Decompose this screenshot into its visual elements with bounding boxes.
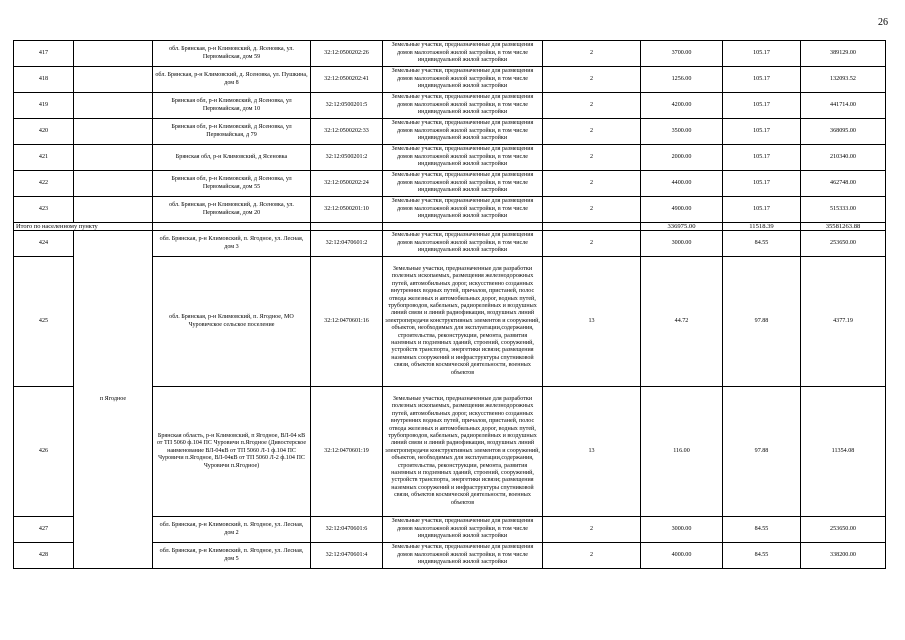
location-cell	[74, 145, 153, 171]
cadastral-number: 32:12:0500201:5	[311, 93, 383, 119]
address-cell: Брянская область, р-н Климовский, п Ягодное, ВЛ-04 кВ от ТП 5060 ф.104 ПС Чуровичи п.Ягодное (Дивостерское наименование ВЛ-04кВ от ТП 5060 Л-1 ф.104 ПС Чуровичи п.Ягодное, ВЛ-04кВ от ТП 5060 Л-2 ф.104 ПС Чуровичи п.Ягодное)	[153, 387, 311, 517]
area-cell: 3700.00	[641, 41, 723, 67]
total-cad-cell	[311, 223, 383, 231]
value-cell: 132093.52	[801, 67, 886, 93]
rate-cell: 97.88	[723, 257, 801, 387]
area-cell: 4900.00	[641, 197, 723, 223]
address-cell: обл. Брянская, р-н Климовский, п. Ягодное, ул. Лесная, дом 3	[153, 231, 311, 257]
cadastral-number: 32:12:0500202:26	[311, 41, 383, 67]
land-use-cell: Земельные участки, предназначенные для разработки полезных ископаемых, размещения железнодорожных путей, автомобильных дорог, искусственно созданных внутренних водных путей, причалов, пристаней, полос отвода железных и автомобильных дорог, водных путей, трубопроводов, кабельных, радиорелейных и воздушных линий связи и линий радиофикации, воздушных линий электропередачи конструктивных элементов и сооружений, объектов, необходимых для эксплуатации,содержания, строительства, реконструкции, ремонта, развития наземных и подземных зданий, строений, сооружений, устройств транспорта, энергетики исвязи; размещения наземных сооружений и инфраструктуры спутниковой связи, объектов космической деятельности, военных объектов	[383, 257, 543, 387]
category-code: 2	[543, 41, 641, 67]
total-rate: 11518.39	[723, 223, 801, 231]
cadastral-number: 32:12:0500202:24	[311, 171, 383, 197]
land-use-cell: Земельные участки, предназначенные для размещения домов малоэтажной жилой застройки, в том числе индивидуальной жилой застройки	[383, 93, 543, 119]
rate-cell: 105.17	[723, 119, 801, 145]
category-code: 2	[543, 197, 641, 223]
address-cell: обл. Брянская, р-н Климовский, п. Ягодное, ул. Лесная, дом 5	[153, 543, 311, 569]
value-cell: 462748.00	[801, 171, 886, 197]
land-use-cell: Земельные участки, предназначенные для размещения домов малоэтажной жилой застройки, в том числе индивидуальной жилой застройки	[383, 171, 543, 197]
value-cell: 515333.00	[801, 197, 886, 223]
location-cell	[74, 67, 153, 93]
area-cell: 4200.00	[641, 93, 723, 119]
address-cell: Брянская обл, р-н Климовский, д Ясеновка, ул Первомайская, дом 55	[153, 171, 311, 197]
land-use-cell: Земельные участки, предназначенные для размещения домов малоэтажной жилой застройки, в том числе индивидуальной жилой застройки	[383, 197, 543, 223]
land-use-cell: Земельные участки, предназначенные для разработки полезных ископаемых, размещения железнодорожных путей, автомобильных дорог, искусственно созданных внутренних водных путей, причалов, пристаней, полос отвода железных и автомобильных дорог, водных путей, трубопроводов, кабельных, радиорелейных и воздушных линий связи и линий радиофикации, воздушных линий электропередачи конструктивных элементов и сооружений, объектов, необходимых для эксплуатации,содержания, строительства, реконструкции, ремонта, развития наземных и подземных зданий, строений, сооружений, устройств транспорта, энергетики исвязи; размещения наземных сооружений и инфраструктуры спутниковой связи, объектов космической деятельности, военных объектов	[383, 387, 543, 517]
area-cell: 44.72	[641, 257, 723, 387]
rate-cell: 105.17	[723, 171, 801, 197]
location-cell	[74, 171, 153, 197]
cadastral-number: 32:12:0470601:16	[311, 257, 383, 387]
area-cell: 2000.00	[641, 145, 723, 171]
row-number: 417	[14, 41, 74, 67]
land-use-cell: Земельные участки, предназначенные для размещения домов малоэтажной жилой застройки, в том числе индивидуальной жилой застройки	[383, 67, 543, 93]
cadastral-number: 32:12:0470601:19	[311, 387, 383, 517]
land-registry-table	[13, 40, 886, 569]
land-use-cell: Земельные участки, предназначенные для размещения домов малоэтажной жилой застройки, в том числе индивидуальной жилой застройки	[383, 41, 543, 67]
area-cell: 4000.00	[641, 543, 723, 569]
cadastral-number: 32:12:0500201:2	[311, 145, 383, 171]
location-cell	[74, 119, 153, 145]
category-code: 2	[543, 93, 641, 119]
total-label: Итого по населенному пункту	[14, 223, 153, 231]
area-cell: 1256.00	[641, 67, 723, 93]
table-row	[14, 41, 886, 67]
rate-cell: 84.55	[723, 517, 801, 543]
value-cell: 253650.00	[801, 231, 886, 257]
category-code: 2	[543, 171, 641, 197]
cadastral-number: 32:12:0500202:33	[311, 119, 383, 145]
area-cell: 3500.00	[641, 119, 723, 145]
cadastral-number: 32:12:0470601:6	[311, 517, 383, 543]
table-row	[14, 171, 886, 197]
row-number: 419	[14, 93, 74, 119]
table-row	[14, 145, 886, 171]
address-cell: обл. Брянская, р-н Климовский, д. Ясеновка, ул. Пушкина, дом 8	[153, 67, 311, 93]
category-code: 2	[543, 543, 641, 569]
total-row	[14, 223, 886, 231]
row-number: 420	[14, 119, 74, 145]
category-code: 2	[543, 517, 641, 543]
total-addr-cell	[153, 223, 311, 231]
rate-cell: 105.17	[723, 145, 801, 171]
address-cell: Брянская обл, р-н Климовский, д Ясеновка, ул Первомайская, дом 10	[153, 93, 311, 119]
value-cell: 210340.00	[801, 145, 886, 171]
cadastral-number: 32:12:0500201:10	[311, 197, 383, 223]
address-cell: обл. Брянская, р-н Климовский, д. Ясеновка, ул. Первомайская, дом 20	[153, 197, 311, 223]
rate-cell: 105.17	[723, 41, 801, 67]
page-number: 26	[878, 17, 888, 28]
row-number: 422	[14, 171, 74, 197]
total-use-cell	[383, 223, 543, 231]
table-row	[14, 119, 886, 145]
value-cell: 368095.00	[801, 119, 886, 145]
address-cell: обл. Брянская, р-н Климовский, п. Ягодное, ул. Лесная, дом 2	[153, 517, 311, 543]
value-cell: 441714.00	[801, 93, 886, 119]
cadastral-number: 32:12:0470601:2	[311, 231, 383, 257]
location-cell	[74, 93, 153, 119]
rate-cell: 105.17	[723, 197, 801, 223]
value-cell: 4377.19	[801, 257, 886, 387]
category-code: 2	[543, 119, 641, 145]
land-use-cell: Земельные участки, предназначенные для размещения домов малоэтажной жилой застройки, в том числе индивидуальной жилой застройки	[383, 517, 543, 543]
value-cell: 253650.00	[801, 517, 886, 543]
table-row	[14, 231, 886, 257]
value-cell: 389129.00	[801, 41, 886, 67]
table-row	[14, 93, 886, 119]
category-code: 2	[543, 67, 641, 93]
location-cell	[74, 41, 153, 67]
location-label: п Ягодное	[74, 231, 153, 569]
category-code: 2	[543, 145, 641, 171]
row-number: 427	[14, 517, 74, 543]
land-use-cell: Земельные участки, предназначенные для размещения домов малоэтажной жилой застройки, в том числе индивидуальной жилой застройки	[383, 543, 543, 569]
row-number: 423	[14, 197, 74, 223]
row-number: 418	[14, 67, 74, 93]
area-cell: 4400.00	[641, 171, 723, 197]
area-cell: 3000.00	[641, 231, 723, 257]
rate-cell: 105.17	[723, 67, 801, 93]
rate-cell: 84.55	[723, 543, 801, 569]
location-cell	[74, 197, 153, 223]
row-number: 421	[14, 145, 74, 171]
rate-cell: 84.55	[723, 231, 801, 257]
land-use-cell: Земельные участки, предназначенные для размещения домов малоэтажной жилой застройки, в том числе индивидуальной жилой застройки	[383, 145, 543, 171]
land-use-cell: Земельные участки, предназначенные для размещения домов малоэтажной жилой застройки, в том числе индивидуальной жилой застройки	[383, 231, 543, 257]
area-cell: 3000.00	[641, 517, 723, 543]
value-cell: 11354.08	[801, 387, 886, 517]
table-row	[14, 67, 886, 93]
rate-cell: 105.17	[723, 93, 801, 119]
value-cell: 338200.00	[801, 543, 886, 569]
row-number: 424	[14, 231, 74, 257]
total-count-cell	[543, 223, 641, 231]
cadastral-number: 32:12:0500202:41	[311, 67, 383, 93]
total-value: 35581263.88	[801, 223, 886, 231]
address-cell: Брянская обл, р-н Климовский, д Ясеновка	[153, 145, 311, 171]
table-row	[14, 197, 886, 223]
row-number: 428	[14, 543, 74, 569]
row-number: 426	[14, 387, 74, 517]
cadastral-number: 32:12:0470601:4	[311, 543, 383, 569]
address-cell: Брянская обл, р-н Климовский, д Ясеновка, ул Первомайская, д 79	[153, 119, 311, 145]
category-code: 2	[543, 231, 641, 257]
category-code: 13	[543, 387, 641, 517]
category-code: 13	[543, 257, 641, 387]
land-use-cell: Земельные участки, предназначенные для размещения домов малоэтажной жилой застройки, в том числе индивидуальной жилой застройки	[383, 119, 543, 145]
address-cell: обл. Брянская, р-н Климовский, п. Ягодное, МО Чуровичское сельское поселение	[153, 257, 311, 387]
row-number: 425	[14, 257, 74, 387]
rate-cell: 97.88	[723, 387, 801, 517]
address-cell: обл. Брянская, р-н Климовский, д. Ясеновка, ул. Первомайская, дом 59	[153, 41, 311, 67]
area-cell: 116.00	[641, 387, 723, 517]
total-area: 336975.00	[641, 223, 723, 231]
